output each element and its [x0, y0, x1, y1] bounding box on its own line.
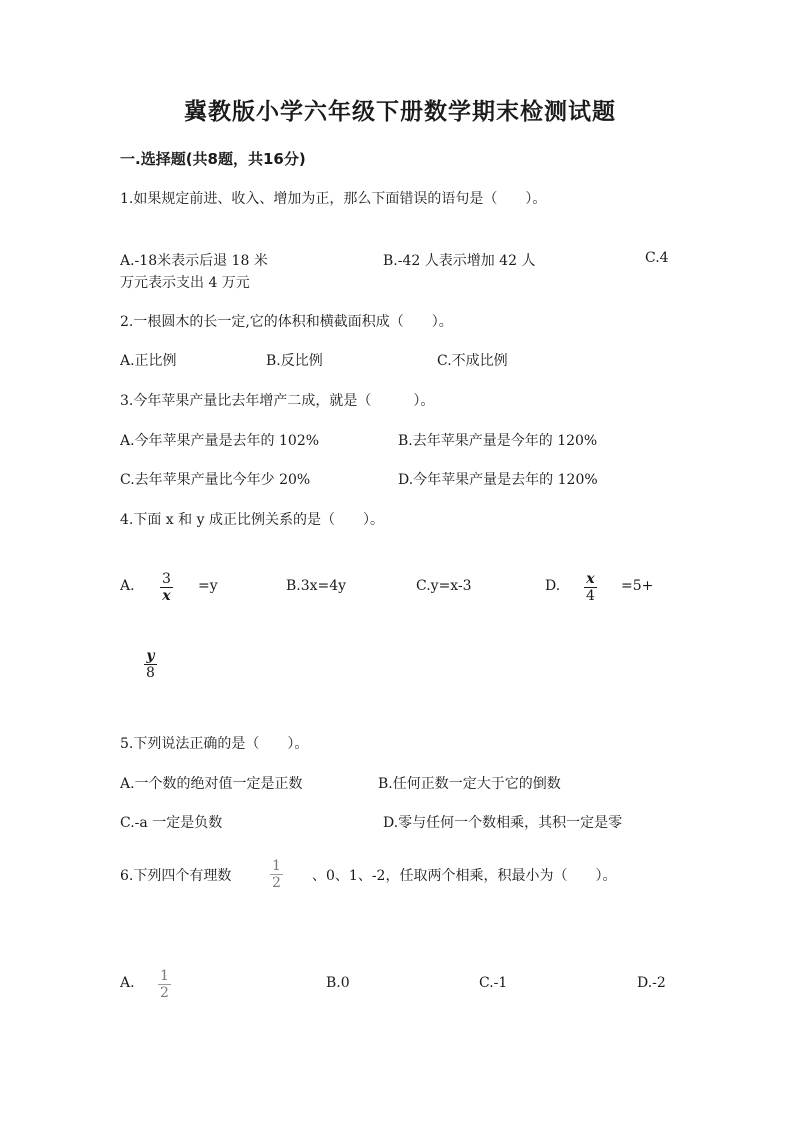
question-4-fraction-d-continued [144, 648, 157, 681]
question-3-option-b: B.去年苹果产量是今年的 120% [398, 433, 598, 449]
question-4-option-c: C.y=x-3 [416, 578, 472, 594]
question-5-option-a: A.一个数的绝对值一定是正数 [120, 776, 303, 792]
question-4-option-a-rest: =y [198, 578, 218, 594]
fraction-numerator-var: y [146, 648, 155, 664]
section-heading: 一.选择题(共8题，共16分) [120, 150, 306, 168]
question-6-stem-fraction [270, 858, 283, 891]
question-6-option-a-label: A. [120, 975, 135, 991]
question-6-option-d: D.-2 [637, 975, 666, 991]
question-4-fraction-a [160, 571, 173, 604]
question-4-fraction-d [584, 571, 597, 604]
question-4-option-b: B.3x=4y [286, 578, 347, 594]
fraction-denominator: 8 [146, 665, 155, 681]
fraction-numerator: 1 [160, 968, 169, 984]
question-1-option-c: C.4 [645, 250, 669, 266]
fraction-denominator-var: x [162, 588, 171, 604]
question-6-option-b: B.0 [326, 975, 350, 991]
fraction-numerator [584, 571, 596, 587]
question-4-option-d-label: D. [545, 578, 561, 594]
question-3-option-d: D.今年苹果产量是去年的 120% [398, 472, 598, 488]
question-1-stem: 1.如果规定前进、收入、增加为正，那么下面错误的语句是（ ）。 [120, 191, 547, 207]
question-5-option-c: C.-a 一定是负数 [120, 815, 223, 831]
question-4-option-d-rest: =5+ [621, 578, 654, 594]
question-5-option-b: B.任何正数一定大于它的倒数 [378, 776, 561, 792]
fraction-denominator: 2 [160, 985, 169, 1001]
page-title: 冀教版小学六年级下册数学期末检测试题 [184, 99, 616, 125]
fraction-denominator [160, 587, 172, 604]
question-4-stem: 4.下面 x 和 y 成正比例关系的是（ ）。 [120, 512, 384, 528]
question-1-option-a: A.-18米表示后退 18 米 [120, 253, 268, 269]
fraction-numerator [144, 648, 156, 664]
question-3-option-c: C.去年苹果产量比今年少 20% [120, 472, 311, 488]
question-2-stem: 2.一根圆木的长一定,它的体积和横截面积成（ ）。 [120, 314, 453, 330]
question-4-option-a-label: A. [120, 578, 135, 594]
question-6-option-c: C.-1 [479, 975, 508, 991]
fraction-denominator: 2 [272, 875, 281, 891]
question-2-option-b: B.反比例 [266, 353, 323, 369]
question-3-stem: 3.今年苹果产量比去年增产二成，就是（ ）。 [120, 393, 435, 409]
question-6-stem-end: 、0、1、-2，任取两个相乘，积最小为（ ）。 [312, 868, 617, 884]
question-5-stem: 5.下列说法正确的是（ ）。 [120, 736, 309, 752]
question-2-option-c: C.不成比例 [437, 353, 508, 369]
question-5-option-d: D.零与任何一个数相乘，其积一定是零 [383, 815, 623, 831]
question-1-option-c-continued: 万元表示支出 4 万元 [120, 275, 250, 291]
fraction-numerator-var: x [586, 571, 595, 587]
question-3-option-a: A.今年苹果产量是去年的 102% [120, 433, 320, 449]
fraction-numerator: 3 [162, 571, 171, 587]
fraction-numerator: 1 [272, 858, 281, 874]
question-2-option-a: A.正比例 [120, 353, 177, 369]
question-6-fraction-a [158, 968, 171, 1001]
fraction-denominator: 4 [586, 588, 595, 604]
question-6-stem-start: 6.下列四个有理数 [120, 868, 232, 884]
question-1-option-b: B.-42 人表示增加 42 人 [383, 253, 536, 269]
